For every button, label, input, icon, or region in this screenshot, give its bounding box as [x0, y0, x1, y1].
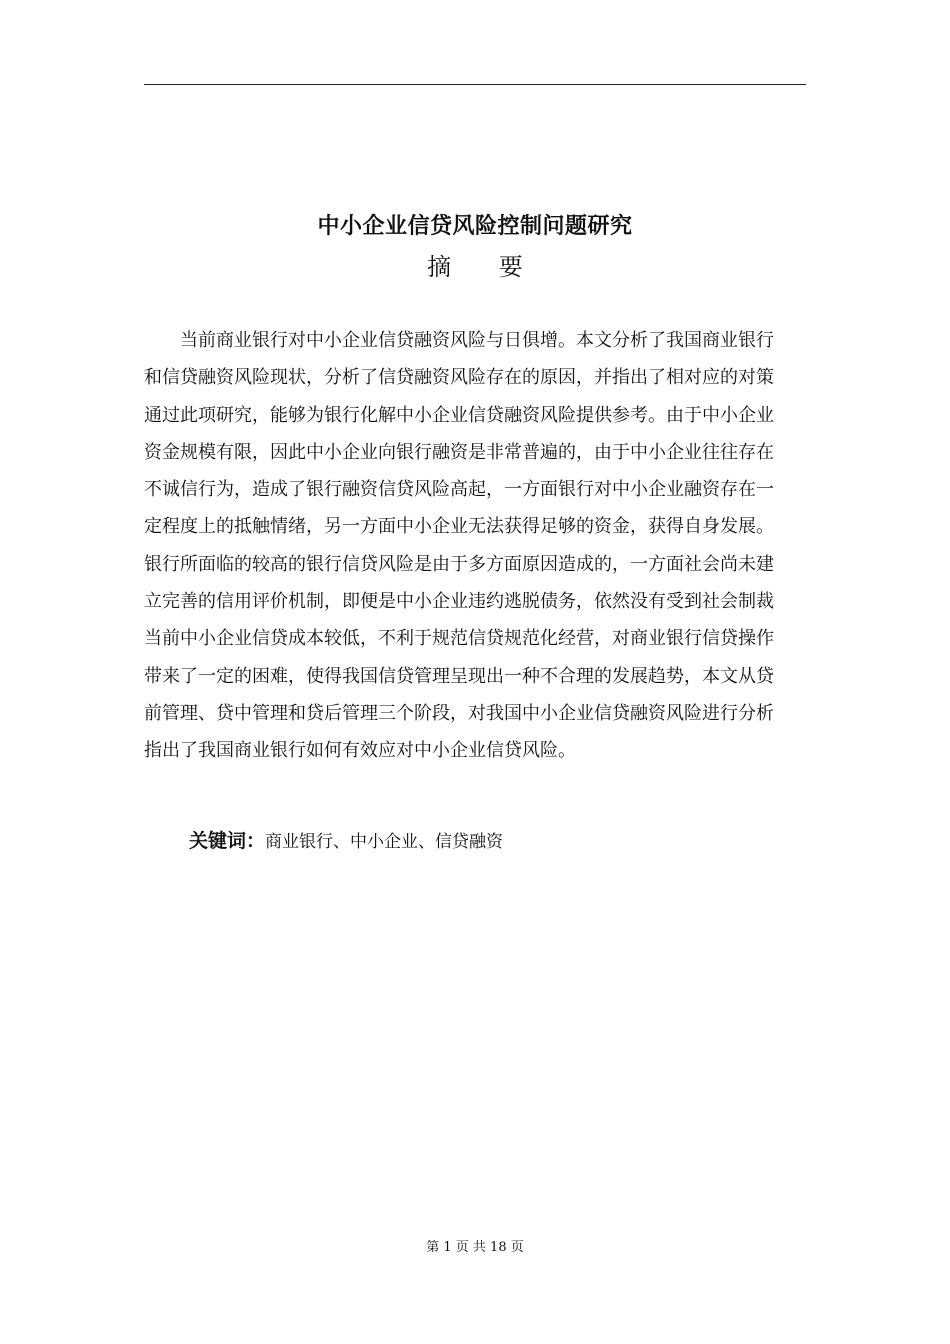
- abstract-line: 指出了我国商业银行如何有效应对中小企业信贷风险。: [144, 740, 576, 762]
- abstract-line: 定程度上的抵触情绪，另一方面中小企业无法获得足够的资金，获得自身发展。: [144, 516, 774, 538]
- abstract-line: 带来了一定的困难，使得我国信贷管理呈现出一种不合理的发展趋势，本文从贷: [144, 665, 774, 687]
- keywords-label: 关键词：: [189, 830, 266, 852]
- keywords-value: 商业银行、中小企业、信贷融资: [265, 832, 504, 852]
- keywords: [189, 826, 503, 857]
- abstract-line: 当前商业银行对中小企业信贷融资风险与日俱增。本文分析了我国商业银行: [180, 330, 774, 351]
- header-rule: [144, 84, 806, 85]
- abstract-line: 立完善的信用评价机制，即便是中小企业违约逃脱债务，依然没有受到社会制裁: [144, 591, 774, 613]
- abstract-body: [144, 322, 806, 770]
- abstract-line: 和信贷融资风险现状，分析了信贷融资风险存在的原因，并指出了相对应的对策: [144, 367, 774, 389]
- page-number-footer: 第 1 页 共 18 页: [426, 1240, 524, 1255]
- abstract-line: 前管理、贷中管理和贷后管理三个阶段，对我国中小企业信贷融资风险进行分析: [144, 702, 774, 724]
- abstract-line: 通过此项研究，能够为银行化解中小企业信贷融资风险提供参考。由于中小企业: [144, 404, 774, 426]
- document-title: 中小企业信贷风险控制问题研究: [317, 214, 633, 239]
- abstract-heading: 摘 要: [427, 253, 523, 281]
- abstract-line: 资金规模有限，因此中小企业向银行融资是非常普遍的，由于中小企业往往存在: [144, 441, 774, 463]
- abstract-line: 不诚信行为，造成了银行融资信贷风险高起，一方面银行对中小企业融资存在一: [144, 479, 774, 501]
- abstract-line: 当前中小企业信贷成本较低，不利于规范信贷规范化经营，对商业银行信贷操作: [144, 628, 774, 650]
- abstract-line: 银行所面临的较高的银行信贷风险是由于多方面原因造成的，一方面社会尚未建: [144, 553, 774, 575]
